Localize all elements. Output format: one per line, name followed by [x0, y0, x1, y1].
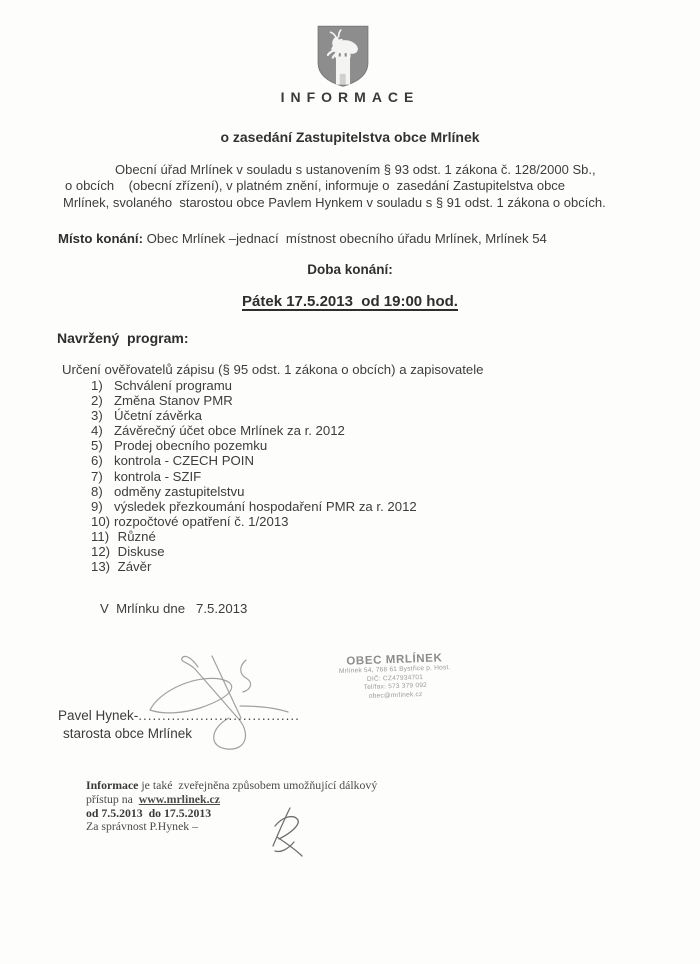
program-list [91, 378, 417, 574]
item-number: 7) [91, 468, 103, 484]
footer-responsible: Za správnost P.Hynek – [86, 819, 199, 834]
item-number: 2) [91, 393, 103, 409]
dated-line: V Mrlínku dne 7.5.2013 [100, 601, 248, 616]
stamp-address: Mrlínek 54, 768 61 Bystřice p. Host. [338, 664, 451, 675]
item-number: 13) [91, 559, 111, 575]
program-item [91, 378, 417, 393]
signatory-line [58, 708, 300, 723]
item-text: Změna Stanov PMR [114, 393, 233, 409]
stamp-email: obec@mrlinek.cz [368, 690, 423, 700]
footer-dates: od 7.5.2013 do 17.5.2013 [86, 805, 212, 820]
item-text: kontrola - CZECH POIN [114, 453, 254, 469]
signatory-title: starosta obce Mrlínek [63, 726, 193, 741]
document-header: INFORMACE [280, 89, 420, 105]
item-number: 3) [91, 408, 103, 424]
meeting-place-line [58, 231, 547, 246]
item-text: kontrola - SZIF [114, 468, 202, 484]
item-text: Závěr [114, 559, 152, 575]
office-stamp [309, 651, 481, 703]
footer-notice [86, 779, 377, 834]
program-item [91, 514, 417, 529]
item-text: Schválení programu [114, 378, 233, 393]
program-item [91, 469, 417, 484]
program-item [91, 559, 417, 574]
footer-line-2-pre: přístup na [86, 791, 139, 806]
signature-scribble [128, 646, 308, 764]
item-text: Závěrečný účet obce Mrlínek za r. 2012 [114, 423, 345, 439]
intro-line-3: Mrlínek, svolaného starostou obce Pavlem Hynkem v souladu s § 91 odst. 1 zákona o obcích. [63, 194, 606, 210]
stamp-office-name: OBEC MRLÍNEK [346, 652, 443, 668]
program-heading: Navržený program: [57, 330, 189, 346]
program-item [91, 438, 417, 453]
footer-url: www.mrlinek.cz [138, 791, 221, 806]
item-number: 10) [91, 513, 111, 529]
footer-line-1-rest: je také zveřejněna způsobem umožňující dálkový [138, 778, 378, 792]
item-text: Účetní závěrka [114, 408, 202, 424]
intro-line-1: Obecní úřad Mrlínek v souladu s ustanovením § 93 odst. 1 zákona č. 128/2000 Sb., [115, 162, 596, 177]
dotted-line: .................................. [138, 708, 300, 723]
item-number: 1) [91, 378, 103, 393]
item-text: Diskuse [114, 544, 165, 560]
item-number: 4) [91, 423, 103, 439]
program-item [91, 423, 417, 438]
program-item [91, 408, 417, 423]
item-number: 8) [91, 483, 103, 499]
footer-line-1 [86, 779, 377, 793]
program-intro: Určení ověřovatelů zápisu (§ 95 odst. 1 zákona o obcích) a zapisovatele [62, 362, 484, 377]
program-item [91, 499, 417, 514]
meeting-date-line: Pátek 17.5.2013 od 19:00 hod. [242, 293, 458, 310]
signatory-name: Pavel Hynek- [58, 708, 139, 723]
stamp-dic: DIČ: CZ47934701 [366, 673, 424, 683]
footer-initials-scribble [258, 798, 322, 860]
item-text: Různé [114, 528, 156, 544]
item-text: odměny zastupitelstvu [114, 483, 245, 499]
stamp-phone: Tel/fax: 573 379 092 [363, 682, 428, 692]
coat-of-arms-icon [316, 24, 370, 88]
item-text: rozpočtové opatření č. 1/2013 [114, 513, 289, 529]
meeting-time-label: Doba konání: [307, 262, 393, 277]
meeting-place-label: Místo konání: [58, 231, 143, 246]
item-number: 6) [91, 453, 103, 469]
program-item [91, 393, 417, 408]
program-item [91, 453, 417, 468]
item-number: 11) [91, 528, 110, 544]
item-number: 5) [91, 438, 103, 454]
intro-line-2: o obcích (obecní zřízení), v platném znění, informuje o zasedání Zastupitelstva obce [65, 178, 566, 194]
intro-paragraph [58, 162, 658, 211]
footer-line-4 [86, 820, 377, 834]
document-subtitle: o zasedání Zastupitelstva obce Mrlínek [220, 129, 480, 145]
program-item [91, 529, 417, 544]
item-number: 9) [91, 498, 103, 514]
footer-word-informace: Informace [86, 778, 139, 792]
item-number: 12) [91, 544, 111, 560]
footer-line-2 [86, 793, 377, 807]
item-text: Prodej obecního pozemku [114, 438, 268, 454]
item-text: výsledek přezkoumání hospodaření PMR za r. 2012 [114, 498, 417, 514]
program-item [91, 484, 417, 499]
meeting-place-text: Obec Mrlínek –jednací místnost obecního úřadu Mrlínek, Mrlínek 54 [143, 231, 547, 246]
footer-line-3 [86, 807, 377, 821]
program-item [91, 544, 417, 559]
tower-shape [335, 52, 351, 84]
